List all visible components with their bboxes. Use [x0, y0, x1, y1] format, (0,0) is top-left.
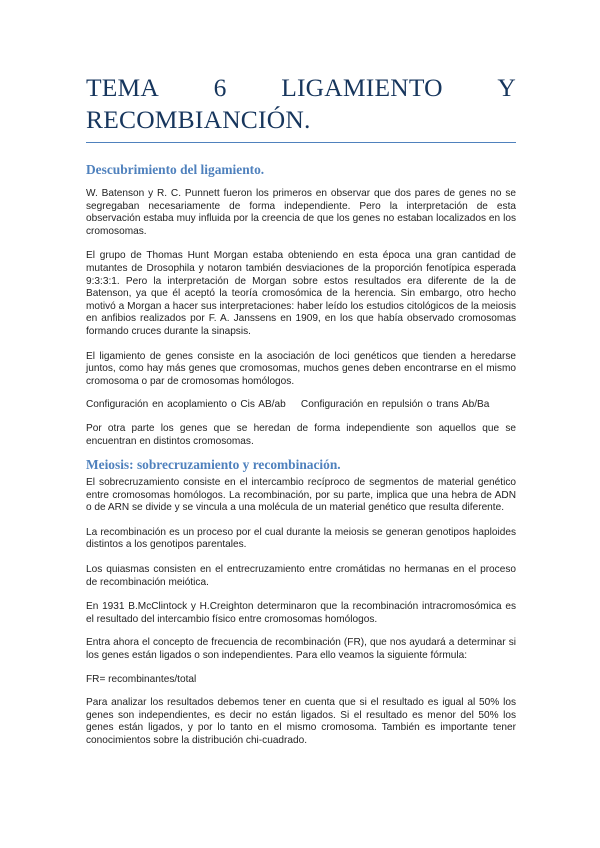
- title-word: LIGAMIENTO: [281, 73, 443, 102]
- paragraph-mcclintock: En 1931 B.McClintock y H.Creighton determinaron que la recombinación intracromosómica es el resultado del intercambio físico entre cromosomas homólogos.: [86, 601, 516, 625]
- paragraph-genes-independientes: Por otra parte los genes que se heredan de forma independiente son aquellos que se encuentran en distintos cromosomas.: [86, 422, 516, 447]
- title-word: 6: [213, 73, 227, 102]
- paragraph-sobrecruzamiento: El sobrecruzamiento consiste en el intercambio recíproco de segmentos de material genético entre cromosomas homólogos. La recombinación, por su parte, implica que una hebra de ADN o de ARN se divide y se vincula a una molécula de un material genético que resulta diferente.: [86, 477, 516, 514]
- title-line-2: RECOMBIANCIÓN.: [86, 105, 311, 134]
- paragraph-configuraciones: Configuración en acoplamiento o Cis AB/ab Configuración en repulsión o trans Ab/Ba: [86, 399, 490, 411]
- paragraph-recombinacion: La recombinación es un proceso por el cual durante la meiosis se generan genotipos haploides distintos a los genotipos parentales.: [86, 526, 516, 551]
- title-word: Y: [497, 73, 516, 102]
- title-line-1: [86, 72, 516, 104]
- paragraph-quiasmas: Los quiasmas consisten en el entrecruzamiento entre cromátidas no hermanas en el proceso de recombinación meiótica.: [86, 564, 516, 588]
- title-word: TEMA: [86, 73, 160, 102]
- paragraph-frecuencia-recombinacion: Entra ahora el concepto de frecuencia de recombinación (FR), que nos ayudará a determinar si los genes están ligados o son independientes. Para ello veamos la siguiente fórmula:: [86, 637, 516, 662]
- paragraph-batenson: W. Batenson y R. C. Punnett fueron los primeros en observar que dos pares de genes no se segregaban necesariamente de forma independiente. Pero la interpretación de esta observación estaba muy influida por la creencia de que los genes no estaban localizados en los cromosomas.: [86, 188, 516, 237]
- section-heading-ligamiento: Descubrimiento del ligamiento.: [86, 162, 265, 177]
- document-content: [86, 72, 516, 748]
- document-title: [86, 72, 516, 136]
- section-heading-meiosis: Meiosis: sobrecruzamiento y recombinación.: [86, 457, 341, 473]
- formula-fr: FR= recombinantes/total: [86, 673, 197, 685]
- paragraph-morgan: El grupo de Thomas Hunt Morgan estaba obteniendo en esta época una gran cantidad de mutantes de Drosophila y notaron también desviaciones de la proporción fenotípica esperada 9:3:3:1. Pero la interpretación de Morgan sobre estos resultados era diferente de la de Batenson, ya que él aceptó la teoría cromosómica de la herencia. Sin embargo, otro hecho motivó a Morgan a hacer sus interpretaciones: haber leído los estudios citológicos de la meiosis en anfibios realizados por F. A. Janssens en 1909, en los que había observado cromosomas formando cruces durante la sinapsis.: [86, 250, 516, 337]
- title-underline: [86, 142, 516, 143]
- paragraph-ligamiento-definicion: El ligamiento de genes consiste en la asociación de loci genéticos que tienden a heredarse juntos, como hay más genes que cromosomas, muchos genes deben encontrarse en el mismo cromosoma o par de cromosomas homólogos.: [86, 350, 516, 387]
- paragraph-analisis-resultados: Para analizar los resultados debemos tener en cuenta que si el resultado es igual al 50% los genes son independientes, es decir no están ligados. Si el resultado es menor del 50% los genes están ligados, y por lo tanto en el mismo cromosoma. También es importante tener conocimientos sobre la distribución chi-cuadrado.: [86, 697, 516, 746]
